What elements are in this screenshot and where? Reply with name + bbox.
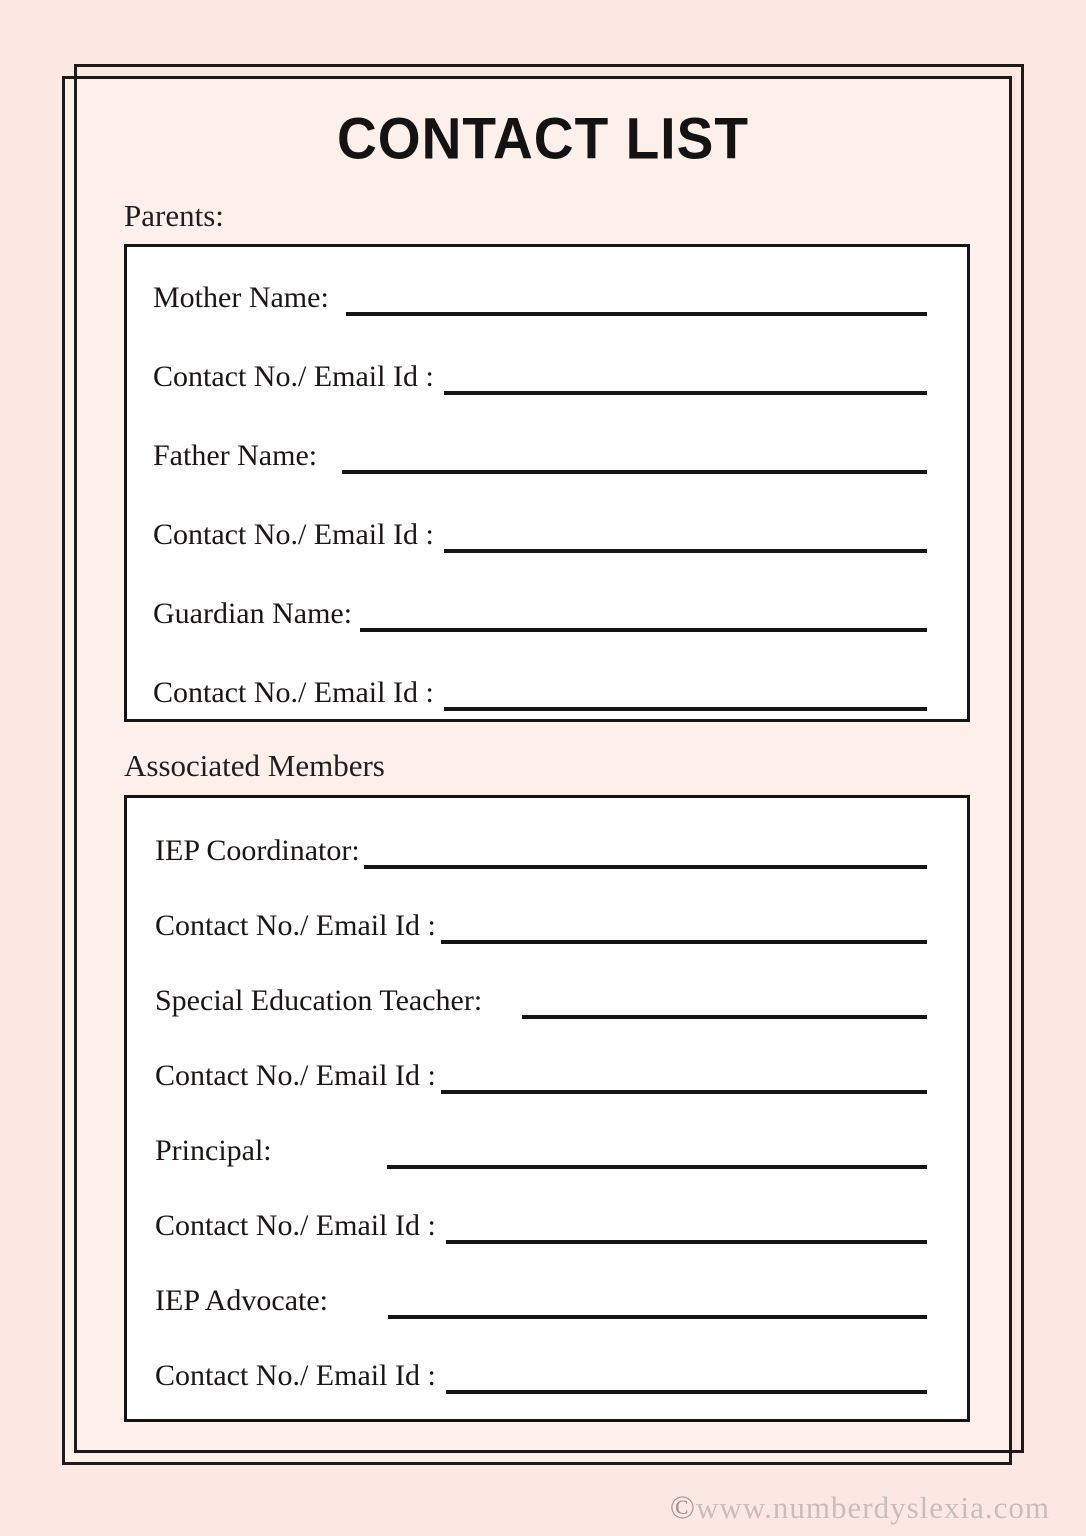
form-row-father-name xyxy=(153,435,927,477)
form-row-iep-coordinator-contact xyxy=(155,905,927,947)
field-label: Contact No./ Email Id : xyxy=(155,1359,436,1392)
form-row-special-education-teacher xyxy=(155,980,927,1022)
form-row-father-contact xyxy=(153,514,927,556)
copyright-icon: © xyxy=(669,1490,696,1526)
field-blank-line[interactable] xyxy=(441,1090,927,1094)
form-row-iep-coordinator xyxy=(155,830,927,872)
field-label: Contact No./ Email Id : xyxy=(155,1209,436,1242)
field-blank-line[interactable] xyxy=(444,391,927,395)
field-label: Father Name: xyxy=(153,439,318,472)
field-label: Contact No./ Email Id : xyxy=(155,1059,436,1092)
section-heading-associated-members: Associated Members xyxy=(124,748,385,783)
page-title: CONTACT LIST xyxy=(336,106,750,172)
field-label: IEP Coordinator: xyxy=(155,834,360,867)
field-label: Guardian Name: xyxy=(153,597,353,630)
form-row-principal-contact xyxy=(155,1205,927,1247)
field-blank-line[interactable] xyxy=(444,707,927,711)
form-row-iep-advocate xyxy=(155,1280,927,1322)
field-blank-line[interactable] xyxy=(387,1165,927,1169)
field-blank-line[interactable] xyxy=(446,1240,927,1244)
field-blank-line[interactable] xyxy=(441,940,927,944)
form-row-special-education-teacher-contact xyxy=(155,1055,927,1097)
form-row-principal xyxy=(155,1130,927,1172)
field-blank-line[interactable] xyxy=(342,470,927,474)
field-label: Mother Name: xyxy=(153,281,329,314)
field-blank-line[interactable] xyxy=(364,865,927,869)
field-blank-line[interactable] xyxy=(444,549,927,553)
form-row-guardian-contact xyxy=(153,672,927,714)
field-label: Contact No./ Email Id : xyxy=(153,360,434,393)
associated-members-field-box xyxy=(124,795,970,1422)
form-row-mother-name xyxy=(153,277,927,319)
field-blank-line[interactable] xyxy=(360,628,927,632)
watermark-url: www.numberdyslexia.com xyxy=(695,1490,1050,1525)
form-row-iep-advocate-contact xyxy=(155,1355,927,1397)
field-blank-line[interactable] xyxy=(346,312,927,316)
parents-field-box xyxy=(124,244,970,722)
field-label: Contact No./ Email Id : xyxy=(153,676,434,709)
field-label: Special Education Teacher: xyxy=(155,984,483,1017)
field-label: Contact No./ Email Id : xyxy=(153,518,434,551)
form-row-guardian-name xyxy=(153,593,927,635)
field-blank-line[interactable] xyxy=(388,1315,927,1319)
field-label: Contact No./ Email Id : xyxy=(155,909,436,942)
field-label: Principal: xyxy=(155,1134,272,1167)
section-heading-parents: Parents: xyxy=(124,198,224,233)
site-watermark xyxy=(670,1490,1050,1527)
field-blank-line[interactable] xyxy=(446,1390,927,1394)
field-label: IEP Advocate: xyxy=(155,1284,329,1317)
field-blank-line[interactable] xyxy=(522,1015,927,1019)
form-row-mother-contact xyxy=(153,356,927,398)
